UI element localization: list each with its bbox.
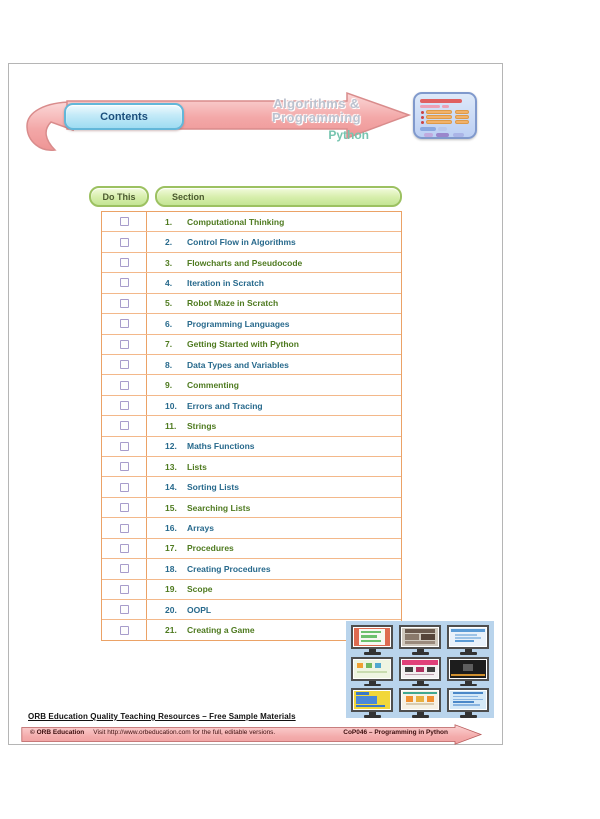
checkbox[interactable] [120,319,129,328]
section-cell [147,416,401,435]
section-number: 6. [165,318,173,329]
checkbox[interactable] [120,462,129,471]
table-row [102,253,401,273]
section-number: 11. [165,420,177,431]
section-cell [147,375,401,394]
section-cell [147,559,401,578]
section-title: Control Flow in Algorithms [187,237,296,248]
section-number: 20. [165,604,177,615]
section-title: Arrays [187,523,214,534]
do-this-cell [102,518,147,537]
section-cell [147,294,401,313]
table-row [102,355,401,375]
table-row [102,559,401,579]
monitor-frame [447,688,489,712]
pink-website-screen-thumbnail [399,657,441,687]
section-cell [147,539,401,558]
document-code: CoP046 – Programming in Python [343,729,448,736]
checkbox[interactable] [120,605,129,614]
section-number: 19. [165,584,177,595]
table-row [102,437,401,457]
checkbox[interactable] [120,585,129,594]
table-row [102,212,401,232]
checkbox[interactable] [120,564,129,573]
section-number: 4. [165,277,173,288]
section-number: 15. [165,502,177,513]
footer-arrow-bar [21,724,483,745]
do-this-cell [102,314,147,333]
do-this-cell [102,580,147,599]
section-title: Computational Thinking [187,216,285,227]
monitor-frame [351,688,393,712]
section-number: 2. [165,237,173,248]
section-cell [147,477,401,496]
section-cell [147,355,401,374]
do-this-cell [102,416,147,435]
section-cell [147,396,401,415]
do-this-cell [102,355,147,374]
checkbox[interactable] [120,381,129,390]
monitor-frame [399,688,441,712]
section-title: Strings [187,420,217,431]
section-title: Procedures [187,543,234,554]
code-editor-screen-thumbnail [447,625,489,655]
do-this-cell [102,232,147,251]
section-number: 7. [165,339,173,350]
contents-button[interactable]: Contents [64,103,184,130]
do-this-cell [102,212,147,231]
monitor-frame [447,657,489,681]
blue-text-screen-thumbnail [447,688,489,718]
table-row [102,375,401,395]
table-row [102,539,401,559]
do-this-cell [102,273,147,292]
code-blocks-icon [413,92,477,139]
monitor-frame [351,657,393,681]
section-number: 21. [165,625,177,636]
visit-link-text[interactable]: Visit http://www.orbeducation.com for the full, editable versions. [93,729,276,736]
do-this-cell [102,396,147,415]
article-page-screen-thumbnail [399,625,441,655]
video-player-screen-thumbnail [447,657,489,687]
section-title: Sorting Lists [187,482,239,493]
section-title: Data Types and Variables [187,359,289,370]
monitor-base [412,684,429,687]
do-this-header: Do This [89,186,149,207]
footer-title: ORB Education Quality Teaching Resources – Free Sample Materials [28,712,296,721]
do-this-cell [102,437,147,456]
checkbox[interactable] [120,503,129,512]
title-line-1: Algorithms & [273,96,360,111]
do-this-cell [102,559,147,578]
monitor-base [364,684,381,687]
section-title: Programming Languages [187,318,290,329]
do-this-cell [102,498,147,517]
monitor-frame [399,657,441,681]
section-title: OOPL [187,604,212,615]
table-row [102,314,401,334]
scratch-blocks-screen-thumbnail [351,625,393,655]
screenshot-grid [346,621,494,718]
checkbox[interactable] [120,217,129,226]
section-number: 5. [165,298,173,309]
table-row [102,600,401,620]
monitor-base [460,684,477,687]
checkbox[interactable] [120,278,129,287]
table-row [102,518,401,538]
section-cell [147,498,401,517]
section-cell [147,273,401,292]
do-this-cell [102,335,147,354]
section-number: 1. [165,216,173,227]
checkbox[interactable] [120,544,129,553]
section-number: 16. [165,523,177,534]
section-title: Searching Lists [187,502,251,513]
section-cell [147,518,401,537]
checkbox[interactable] [120,258,129,267]
section-title: Commenting [187,380,239,391]
page-title [234,97,399,125]
section-number: 13. [165,461,177,472]
table-row [102,457,401,477]
table-row [102,294,401,314]
section-title: Getting Started with Python [187,339,299,350]
checkbox[interactable] [120,401,129,410]
checkbox[interactable] [120,299,129,308]
table-row [102,498,401,518]
checkbox[interactable] [120,483,129,492]
section-cell [147,253,401,272]
section-number: 12. [165,441,177,452]
checkbox[interactable] [120,340,129,349]
do-this-cell [102,253,147,272]
copyright-label: © ORB Education [30,729,85,736]
do-this-cell [102,539,147,558]
do-this-cell [102,375,147,394]
checkbox[interactable] [120,626,129,635]
title-line-2: Programming [272,110,361,125]
section-cell [147,600,401,619]
checkbox[interactable] [120,238,129,247]
section-title: Lists [187,461,207,472]
checkbox[interactable] [120,421,129,430]
monitor-base [460,652,477,655]
section-cell [147,232,401,251]
section-cell [147,212,401,231]
table-row [102,335,401,355]
checkbox[interactable] [120,524,129,533]
section-number: 10. [165,400,177,411]
section-number: 17. [165,543,177,554]
section-number: 14. [165,482,177,493]
do-this-cell [102,620,147,639]
monitor-frame [351,625,393,649]
section-cell [147,335,401,354]
section-number: 3. [165,257,173,268]
monitor-base [460,715,477,718]
monitor-frame [399,625,441,649]
table-row [102,396,401,416]
section-cell [147,580,401,599]
monitor-base [412,652,429,655]
contents-table-body [101,211,402,641]
footer-left-text [30,729,275,736]
monitor-base [412,715,429,718]
checkbox[interactable] [120,442,129,451]
checkbox[interactable] [120,360,129,369]
monitor-frame [447,625,489,649]
section-title: Scope [187,584,213,595]
table-row [102,273,401,293]
table-row [102,580,401,600]
table-row [102,232,401,252]
section-header: Section [155,186,402,207]
section-title: Creating a Game [187,625,255,636]
section-title: Flowcharts and Pseudocode [187,257,303,268]
do-this-cell [102,477,147,496]
table-row [102,477,401,497]
do-this-cell [102,457,147,476]
table-row [102,416,401,436]
section-title: Maths Functions [187,441,255,452]
section-title: Iteration in Scratch [187,277,264,288]
orange-dots-screen-thumbnail [399,688,441,718]
yellow-doc-screen-thumbnail [351,688,393,718]
subtitle-python: Python [328,128,369,142]
section-title: Robot Maze in Scratch [187,298,279,309]
section-title: Creating Procedures [187,563,271,574]
section-number: 8. [165,359,173,370]
section-cell [147,314,401,333]
section-cell [147,437,401,456]
section-number: 9. [165,380,173,391]
document-page [8,63,503,745]
do-this-cell [102,294,147,313]
section-cell [147,457,401,476]
monitor-base [364,715,381,718]
section-title: Errors and Tracing [187,400,263,411]
do-this-cell [102,600,147,619]
monitor-base [364,652,381,655]
section-number: 18. [165,563,177,574]
icons-grid-screen-thumbnail [351,657,393,687]
